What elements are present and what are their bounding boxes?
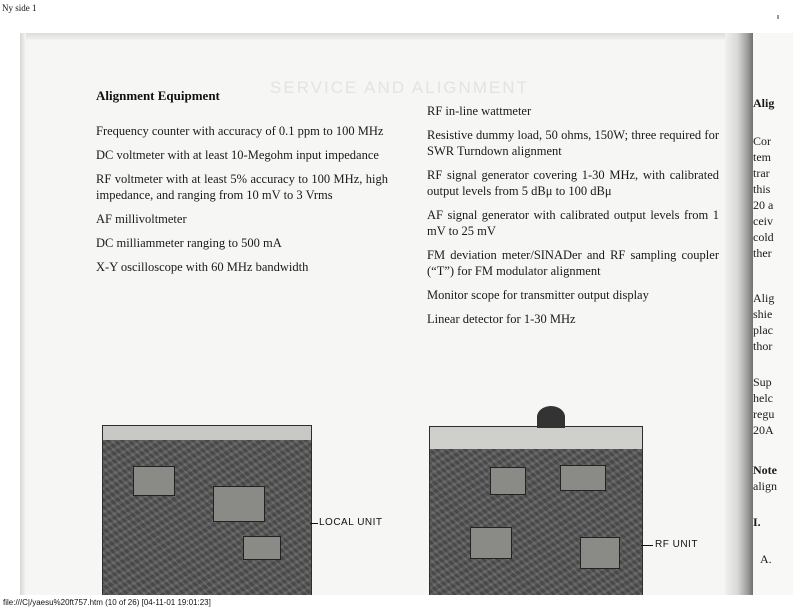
facing-line: cold (753, 230, 774, 244)
callout-leader-line (641, 545, 653, 546)
facing-line: shie (753, 307, 773, 321)
list-item: DC milliammeter ranging to 500 mA (96, 236, 282, 250)
facing-line: Cor (753, 134, 771, 148)
list-item: AF millivoltmeter (96, 212, 187, 226)
book-gutter (725, 33, 753, 595)
scan-edge (20, 33, 26, 595)
callout-leader-line (310, 523, 318, 524)
list-item: DC voltmeter with at least 10-Megohm input impedance (96, 148, 379, 162)
board-module (470, 527, 512, 559)
rf-unit-label: RF UNIT (655, 539, 698, 550)
list-item: Resistive dummy load, 50 ohms, 150W; three required for SWR Turndown alignment (427, 128, 719, 158)
facing-line: ther (753, 246, 772, 260)
tuning-knob (537, 406, 565, 428)
list-item: RF in-line wattmeter (427, 104, 532, 118)
equipment-list-left (96, 123, 388, 283)
facing-line: 20 a (753, 198, 774, 212)
equipment-list-right (427, 103, 719, 335)
board-module (133, 466, 175, 496)
board-module (490, 467, 526, 495)
facing-line: ceiv (753, 214, 773, 228)
list-item: Linear detector for 1-30 MHz (427, 312, 576, 326)
board-module (213, 486, 265, 522)
circuit-board-texture (430, 427, 642, 595)
rf-unit-photo (429, 426, 643, 595)
board-module (560, 465, 606, 491)
board-module (580, 537, 620, 569)
facing-line: Alig (753, 291, 775, 305)
facing-line: Sup (753, 375, 772, 389)
facing-line: regu (753, 407, 775, 421)
facing-letter: A. (760, 552, 772, 566)
list-item: RF voltmeter with at least 5% accuracy to 100 MHz, high impedance, and ranging from 10 mV to 3 Vrms (96, 172, 388, 202)
chassis-edge (430, 427, 642, 449)
board-module (243, 536, 281, 560)
facing-line: 20A (753, 423, 774, 437)
bleed-through-heading: SERVICE AND ALIGNMENT (270, 78, 529, 97)
facing-roman-numeral: I. (753, 515, 761, 529)
facing-line: helc (753, 391, 773, 405)
browser-page-title: Ny side 1 (2, 3, 37, 13)
corner-mark (777, 15, 779, 19)
circuit-board-texture (103, 426, 311, 595)
file-path-footer: file:///C|/yaesu%20ft757.htm (10 of 26) [04-11-01 19:01:23] (3, 598, 211, 607)
list-item: Frequency counter with accuracy of 0.1 ppm to 100 MHz (96, 124, 384, 138)
facing-line: this (753, 182, 771, 196)
facing-heading: Alig (753, 96, 775, 110)
list-item: AF signal generator with calibrated output levels from 1 mV to 25 mV (427, 208, 719, 238)
facing-line: thor (753, 339, 773, 353)
facing-note: Note (753, 463, 777, 477)
local-unit-photo (102, 425, 312, 595)
list-item: Monitor scope for transmitter output display (427, 288, 649, 302)
list-item: X-Y oscilloscope with 60 MHz bandwidth (96, 260, 309, 274)
section-heading: Alignment Equipment (96, 88, 220, 103)
local-unit-label: LOCAL UNIT (319, 517, 383, 528)
facing-line: trar (753, 166, 770, 180)
scan-shadow (20, 33, 793, 41)
facing-line: plac (753, 323, 773, 337)
chassis-edge (103, 426, 311, 440)
list-item: FM deviation meter/SINADer and RF sampling coupler (“T”) for FM modulator alignment (427, 248, 719, 278)
scanned-manual-page (20, 33, 793, 595)
facing-line: align (753, 479, 777, 493)
facing-line: tem (753, 150, 771, 164)
list-item: RF signal generator covering 1-30 MHz, with calibrated output levels from 5 dBμ to 100 dBμ (427, 168, 719, 198)
